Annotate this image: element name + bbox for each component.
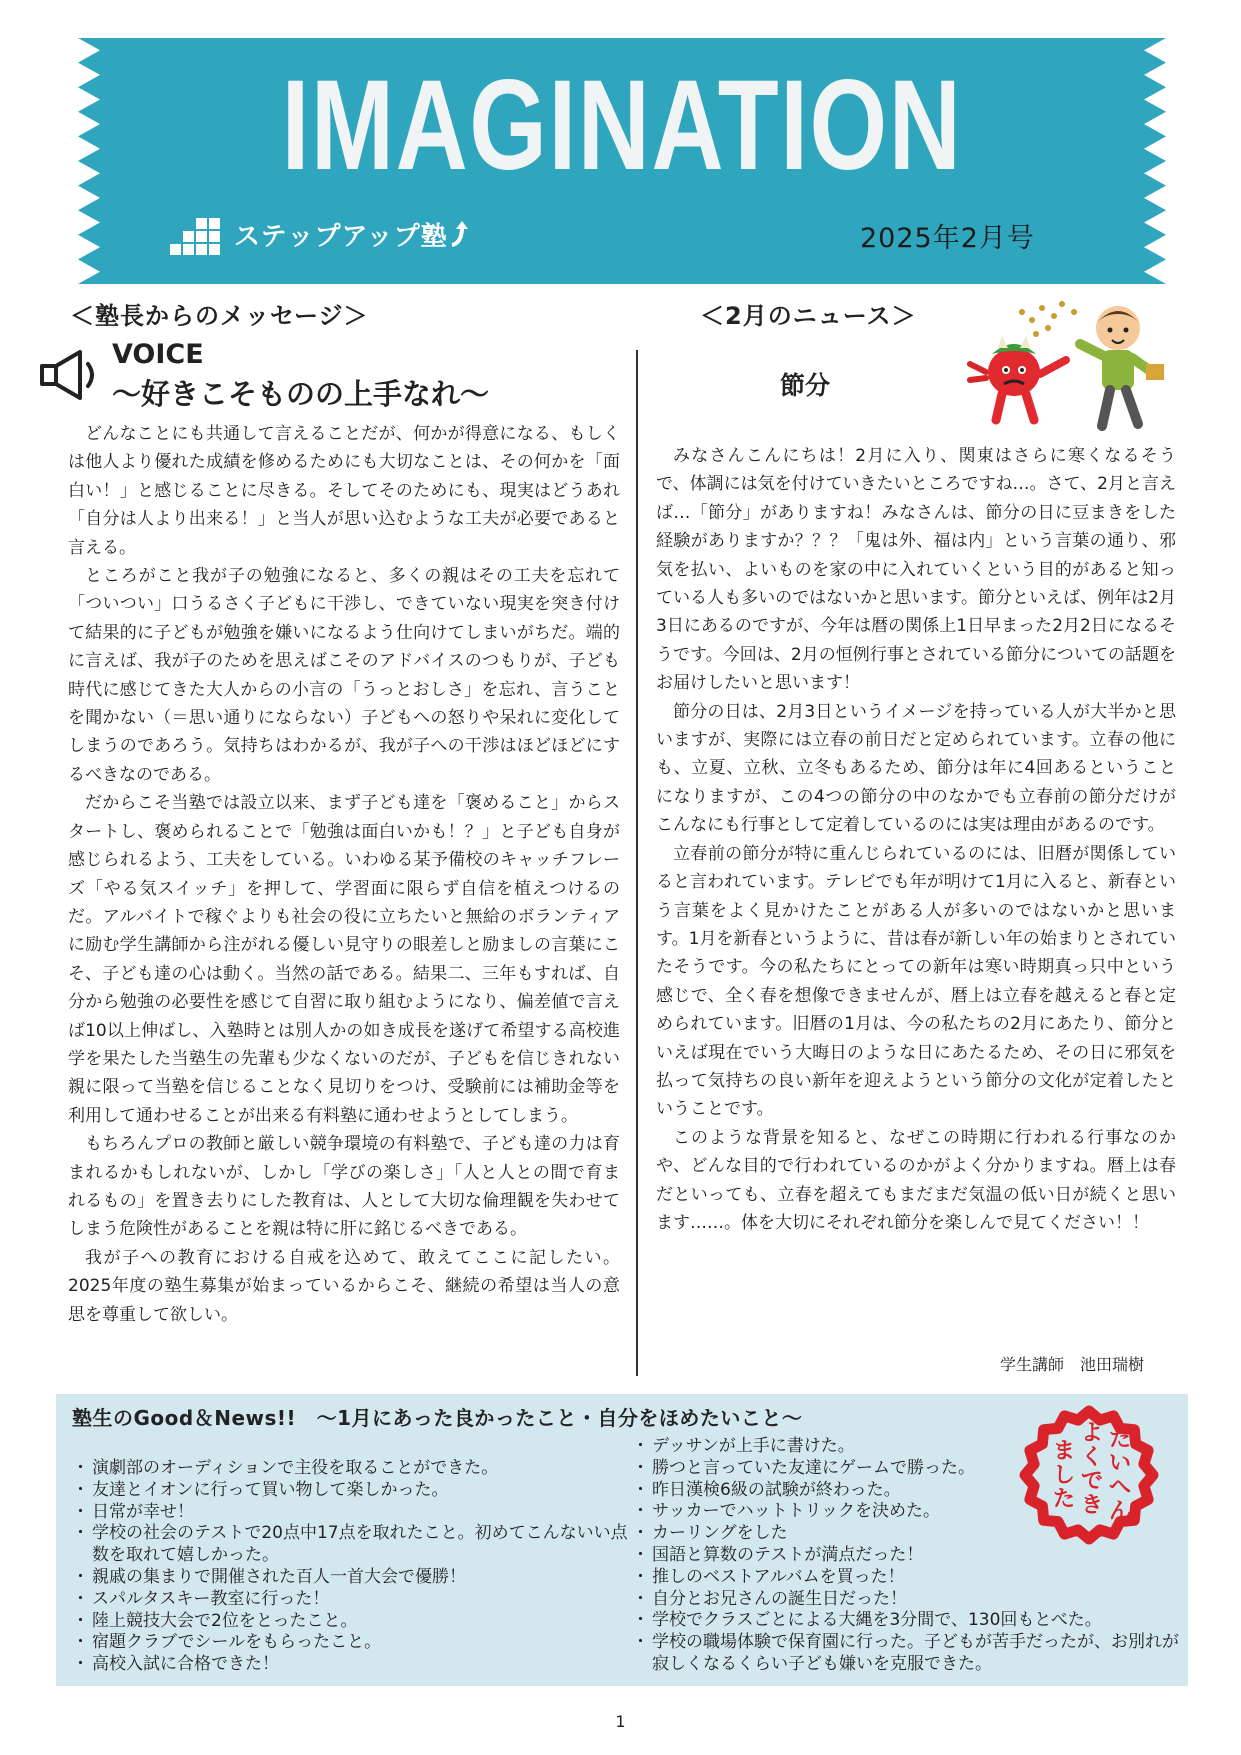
list-item: ・ スパルタスキー教室に行った！ [74, 1589, 634, 1611]
news-paragraph: 立春前の節分が特に重んじられているのには、旧暦が関係していると言われています。テレビでも年が明けて1月に入ると、新春という言葉をよく見かけたことがある人が多いのではないかと思います。1月を新春というように、昔は春が新しい年の始まりとされていたそうです。今の私たちにとっての新年は寒い時期真っ只中という感じで、全く春を想像できませんが、暦上は立春を越えると春と定められています。旧暦の1月は、今の私たちの2月にあたり、節分といえば現在でいう大晦日のような日にあたるため、その日に邪気を払って気持ちの良い新年を迎えようという節分の文化が定着したということです。 [656, 843, 1176, 1120]
news-paragraph: このような背景を知ると、なぜこの時期に行われる行事なのかや、どんな目的で行われているのかがよく分かりますね。暦上は春だといっても、立春を超えてもまだまだ気温の低い日が続くと思います……。体を大切にそれぞれ節分を楽しんで見てください！！ [656, 1127, 1176, 1233]
svg-text:よ: よ [1080, 1421, 1104, 1446]
author-credit: 学生講師 池田瑞樹 [1000, 1355, 1145, 1374]
list-item: ・ デッサンが上手に書けた。 [634, 1436, 1194, 1458]
good-news-heading: 塾生のGood＆News!! ～1月にあった良かったこと・自分をほめたいこと～ [72, 1406, 803, 1430]
news-body [656, 442, 1176, 1237]
message-section-heading: ＜塾長からのメッセージ＞ [70, 302, 369, 330]
svg-text:き: き [1080, 1493, 1104, 1518]
list-item: ・ 演劇部のオーディションで主役を取ることができた。 [74, 1458, 634, 1480]
stairs-logo-icon [170, 212, 226, 256]
curved-arrow-icon [448, 219, 470, 249]
message-paragraph: ところがこと我が子の勉強になると、多くの親はその工夫を忘れて「ついつい」口うるさく子どもに干渉し、できていない現実を突き付けて結果的に子どもが勉強を嫌いになるよう仕向けてしまいがちだ。端的に言えば、我が子のためを思えばこそのアドバイスのつもりが、子ども時代に感じてきた大人からの小言の「うっとおしさ」を忘れ、言うことを聞かない（＝思い通りにならない）子どもへの怒りや呆れに変化してしまうのであろう。気持ちはわかるが、我が子への干渉はほどほどにするべきなのである。 [68, 566, 620, 785]
list-item: ・ 親戚の集まりで開催された百人一首大会で優勝！ [74, 1567, 634, 1589]
message-body [68, 420, 620, 1329]
svg-text:た: た [1052, 1487, 1076, 1512]
voice-subtitle: ～好きこそものの上手なれ～ [112, 377, 490, 411]
news-paragraph: 節分の日は、2月3日というイメージを持っている人が大半かと思いますが、実際には立春の前日だと定められています。立春の他にも、立夏、立秋、立冬もあるため、節分は年に4回あるということになりますが、この4つの節分の中のなかでも立春前の節分だけがこんなにも行事として定着しているのには実は理由があるのです。 [656, 701, 1176, 836]
list-item: ・ 学校の職場体験で保育園に行った。子どもが苦手だったが、お別れが寂しくなるくらい子ども嫌いを克服できた。 [634, 1632, 1194, 1676]
svg-text:た: た [1108, 1427, 1132, 1452]
list-item: ・ 友達とイオンに行って買い物して楽しかった。 [74, 1480, 634, 1502]
list-item: ・ 日常が幸せ！ [74, 1502, 634, 1524]
message-paragraph: だからこそ当塾では設立以来、まず子ども達を「褒めること」からスタートし、褒められることで「勉強は面白いかも！？」と子ども自身が感じられるよう、工夫をしている。いわゆる某予備校のキャッチフレーズ「やる気スイッチ」を押して、学習面に限らず自信を植えつけるのだ。アルバイトで稼ぐよりも社会の役に立ちたいと無給のボランティアに励む学生講師から注がれる優しい見守りの眼差しと励ましの言葉にこそ、子ども達の心は動く。当然の話である。結果二、三年もすれば、自分から勉強の必要性を感じて自習に取り組むようになり、偏差値で言えば10以上伸ばし、入塾時とは別人かの如き成長を遂げて希望する高校進学を果たした当塾生の先輩も少なくないのだが、子どもを信じきれない親に限って当塾を信じることなく見切りをつけ、受験前には補助金等を利用して通わせることが出来る有料塾に通わせようとしてしまう。 [68, 793, 620, 1126]
list-item: ・ 宿題クラブでシールをもらったこと。 [74, 1632, 634, 1654]
good-news-list-left [74, 1458, 634, 1676]
school-name: ステップアップ塾 [234, 221, 448, 252]
list-item: ・ カーリングをした [634, 1523, 1194, 1545]
good-news-box [56, 1394, 1188, 1686]
list-item: ・ 勝つと言っていた友達にゲームで勝った。 [634, 1458, 1194, 1480]
message-paragraph: もちろんプロの教師と厳しい競争環境の有料塾で、子ども達の力は育まれるかもしれないが、しかし「学びの楽しさ」「人と人との間で育まれるもの」を置き去りにした教育は、人として大切な倫理観を失わせてしまう危険性があることを親は特に肝に銘じるべきである。 [68, 1134, 620, 1240]
newsletter-title: IMAGINATION [281, 54, 963, 197]
svg-text:ま: ま [1052, 1439, 1076, 1464]
news-title: 節分 [780, 371, 831, 400]
page-number: 1 [615, 1712, 626, 1731]
svg-text:ん: ん [1108, 1499, 1132, 1524]
list-item: ・ 国語と算数のテストが満点だった！ [634, 1545, 1194, 1567]
issue-date: 2025年2月号 [860, 223, 1035, 254]
list-item: ・ 学校でクラスごとによる大縄を3分間で、130回もとべた。 [634, 1610, 1194, 1632]
school-logo [170, 212, 470, 256]
list-item: ・ 昨日漢検6級の試験が終わった。 [634, 1480, 1194, 1502]
list-item: ・ サッカーでハットトリックを決めた。 [634, 1501, 1194, 1523]
svg-text:で: で [1080, 1469, 1104, 1494]
praise-stamp [1016, 1402, 1162, 1552]
svg-text:く: く [1080, 1445, 1104, 1470]
megaphone-icon [36, 346, 100, 408]
voice-title: VOICE [112, 339, 204, 370]
list-item: ・ 陸上競技大会で2位をとったこと。 [74, 1611, 634, 1633]
header-banner [78, 38, 1166, 284]
message-paragraph: どんなことにも共通して言えることだが、何かが得意になる、もしくは他人より優れた成績を修めるためにも大切なことは、その何かを「面白い！」と感じることに尽きる。そしてそのためにも、現実はどうあれ「自分は人より出来る！」と当人が思い込むような工夫が必要であると言える。 [68, 424, 620, 558]
list-item: ・ 高校入試に合格できた！ [74, 1654, 634, 1676]
setsubun-bean-throwing-icon [962, 298, 1172, 442]
svg-text:し: し [1052, 1463, 1076, 1488]
svg-text:へ: へ [1108, 1475, 1132, 1500]
list-item: ・ 自分とお兄さんの誕生日だった！ [634, 1589, 1194, 1611]
news-section-heading: ＜2月のニュース＞ [700, 302, 917, 330]
list-item: ・ 推しのベストアルバムを買った！ [634, 1567, 1194, 1589]
list-item: ・ 学校の社会のテストで20点中17点を取れたこと。初めてこんないい点数を取れて嬉しかった。 [74, 1523, 634, 1567]
column-divider [636, 350, 638, 1376]
svg-text:い: い [1108, 1451, 1132, 1476]
news-paragraph: みなさんこんにちは！2月に入り、関東はさらに寒くなるそうで、体調には気を付けていきたいところですね…。さて、2月と言えば…「節分」がありますね！みなさんは、節分の日に豆まきをした経験がありますか？？？「鬼は外、福は内」という言葉の通り、邪気を払い、よいものを家の中に入れていくという目的があると知っている人も多いのではないかと思います。節分といえば、例年は2月3日にあるのですが、今年は暦の関係上1日早まった2月2日になるそうです。今回は、2月の恒例行事とされている節分についての話題をお届けしたいと思います！ [656, 446, 1176, 694]
message-paragraph: 我が子への教育における自戒を込めて、敢えてここに記したい。2025年度の塾生募集が始まっているからこそ、継続の希望は当人の意思を尊重して欲しい。 [68, 1247, 620, 1325]
